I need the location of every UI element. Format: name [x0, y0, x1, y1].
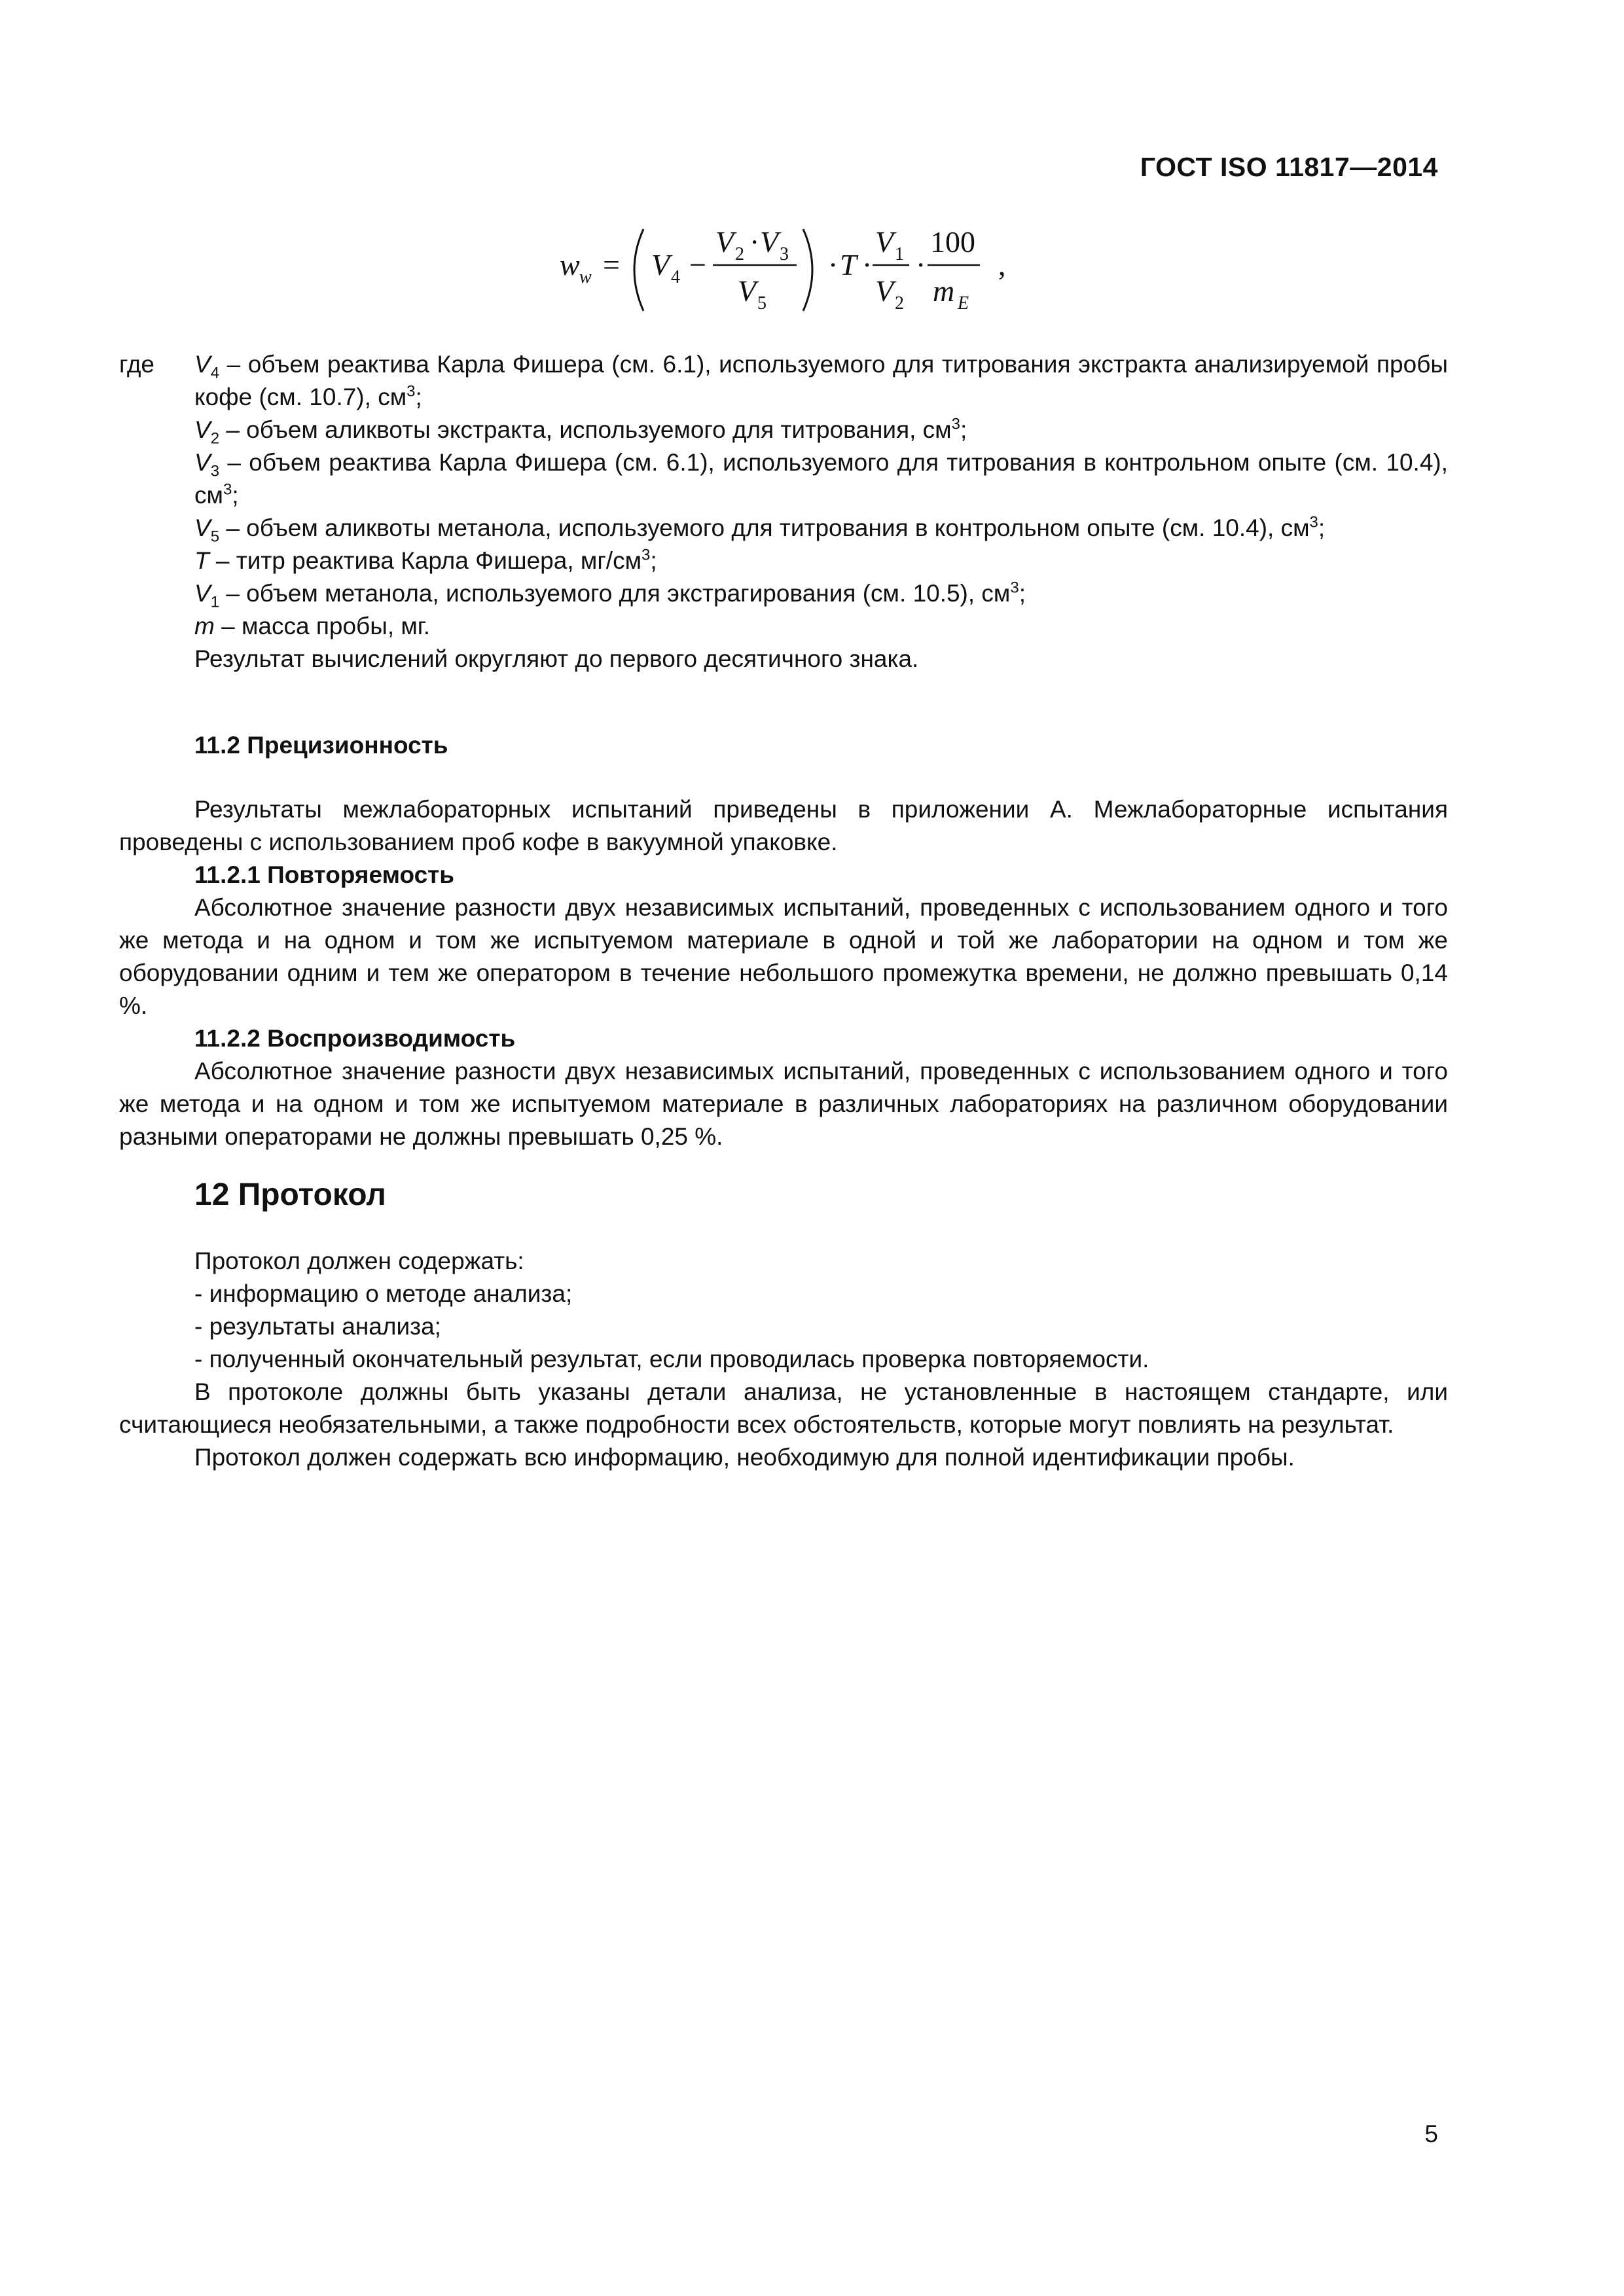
definition-item: T – титр реактива Карла Фишера, $мг/см^3$;	[194, 546, 657, 574]
paragraph: Протокол должен содержать:	[194, 1247, 524, 1274]
svg-text:·: ·	[749, 225, 760, 259]
svg-text:4: 4	[671, 267, 680, 287]
section-12-body	[119, 1245, 1448, 1474]
svg-text:V: V	[651, 248, 670, 281]
svg-text:m: m	[933, 274, 955, 308]
paragraph: Протокол должен содержать всю информацию, необходимую для полной идентификации пробы.	[194, 1444, 1295, 1471]
page-number: 5	[1424, 2121, 1438, 2147]
formula-lhs: w	[560, 248, 580, 281]
svg-text:·: ·	[916, 248, 926, 281]
subsection-title-11-2-1: 11.2.1 Повторяемость	[194, 861, 455, 888]
section-11-2-body	[119, 793, 1448, 1153]
svg-text:E: E	[958, 293, 969, 314]
paragraph: Результаты межлабораторных испытаний приведены в приложении А. Межлабораторные испытания проведены с использованием проб кофе в вакуумной упаковке.	[119, 796, 1448, 855]
definition-item: $V_5$ – объем аликвоты метанола, используемого для титрования в контрольном опыте (см. 10.4), $см^3$;	[194, 513, 1326, 546]
definition-item: m – масса пробы, мг.	[194, 613, 431, 639]
svg-text:·: ·	[862, 248, 873, 281]
svg-text:V: V	[715, 225, 734, 259]
svg-text:2: 2	[895, 293, 904, 314]
paragraph: Абсолютное значение разности двух независимых испытаний, проведенных с использованием одного и того же метода и на одном и том же испытуемом материале в одной и той же лаборатории на одном и том же оборудовании одним и тем же оператором в течение небольшого промежутка времени, не должно превышать 0,14 %.	[119, 894, 1448, 1019]
svg-text:V: V	[738, 274, 757, 308]
list-item: - результаты анализа;	[194, 1313, 441, 1340]
svg-text:2: 2	[735, 244, 744, 264]
svg-text:5: 5	[757, 293, 767, 314]
definition-item: $V_4$ – объем реактива Карла Фишера (см. 6.1), используемого для титрования экстракта анализируемой пробы кофе (см. 10.7), $см^3$;	[194, 351, 1448, 410]
formula-minus: −	[689, 248, 706, 281]
definition-item: $V_3$ – объем реактива Карла Фишера (см. 6.1), используемого для титрования в контрольном опыте (см. 10.4), $см^3$;	[194, 449, 1448, 509]
subsection-title-11-2-2: 11.2.2 Воспроизводимость	[194, 1025, 516, 1052]
document-header: ГОСТ ISO 11817—2014	[1140, 152, 1438, 182]
section-title-11-2: 11.2 Прецизионность	[194, 732, 448, 759]
definition-item: $V_1$ – объем метанола, используемого для экстрагирования (см. 10.5), $см^3$;	[194, 579, 1026, 611]
svg-text:100: 100	[930, 225, 975, 259]
svg-text:V: V	[875, 225, 894, 259]
formula-lhs-sub: w	[579, 267, 592, 287]
rounding-note: Результат вычислений округляют до первого десятичного знака.	[194, 645, 919, 672]
paragraph: Абсолютное значение разности двух независимых испытаний, проведенных с использованием одного и того же метода и на одном и том же испытуемом материале в различных лабораториях на различном оборудовании разными операторами не должны превышать 0,25 %.	[119, 1058, 1448, 1150]
where-label: где	[119, 351, 155, 378]
svg-text:3: 3	[780, 244, 789, 264]
variable-definitions	[194, 348, 1448, 675]
svg-text:,: ,	[998, 248, 1006, 281]
formula-right-paren	[803, 229, 812, 311]
formula-equals: =	[603, 248, 620, 281]
list-item: - полученный окончательный результат, если проводилась проверка повторяемости.	[194, 1346, 1149, 1372]
svg-text:V: V	[760, 225, 779, 259]
section-title-12: 12 Протокол	[194, 1177, 386, 1212]
paragraph: В протоколе должны быть указаны детали анализа, не установленные в настоящем стандарте, или считающиеся необязательными, а также подробности всех обстоятельств, которые могут повлиять на результат.	[119, 1378, 1448, 1438]
definition-item: $V_2$ – объем аликвоты экстракта, используемого для титрования, $см^3$;	[194, 415, 967, 448]
svg-text:1: 1	[895, 244, 904, 264]
svg-text:T: T	[840, 248, 857, 281]
formula	[560, 209, 1018, 327]
svg-text:V: V	[875, 274, 894, 308]
svg-text:·: ·	[828, 248, 839, 281]
list-item: - информацию о методе анализа;	[194, 1280, 573, 1307]
formula-left-paren	[634, 229, 643, 311]
